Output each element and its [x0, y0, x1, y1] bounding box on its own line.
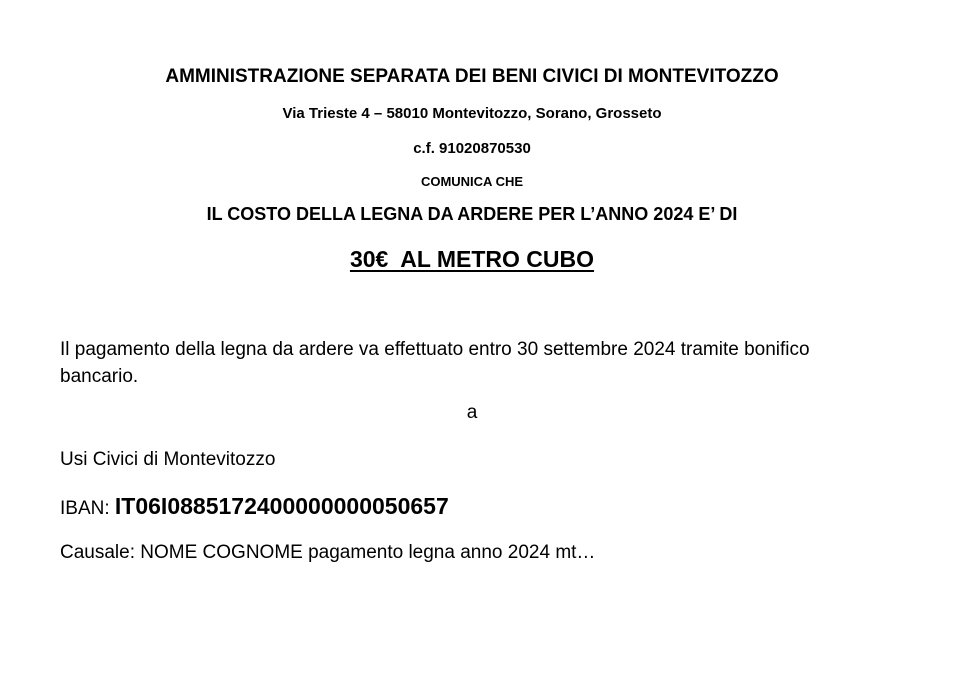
iban-value: IT06I0885172400000000050657: [114, 493, 449, 519]
payment-causale: Causale: NOME COGNOME pagamento legna anno 2024 mt…: [60, 542, 596, 563]
payment-instructions: Il pagamento della legna da ardere va effettuato entro 30 settembre 2024 tramite bonifico bancario.: [60, 339, 810, 387]
cost-statement: IL COSTO DELLA LEGNA DA ARDERE PER L’ANNO 2024 E’ DI: [206, 204, 738, 224]
price-headline: 30€ AL METRO CUBO: [349, 246, 595, 272]
announcement-label: COMUNICA CHE: [420, 174, 524, 189]
recipient-name: Usi Civici di Montevitozzo: [60, 449, 276, 470]
iban-line: [60, 493, 449, 522]
tax-code: c.f. 91020870530: [413, 140, 531, 157]
iban-label: IBAN:: [60, 498, 115, 519]
recipient-preposition: a: [466, 402, 478, 423]
organization-name: AMMINISTRAZIONE SEPARATA DEI BENI CIVICI DI MONTEVITOZZO: [165, 66, 779, 87]
organization-address: Via Trieste 4 – 58010 Montevitozzo, Sorano, Grosseto: [282, 105, 662, 122]
